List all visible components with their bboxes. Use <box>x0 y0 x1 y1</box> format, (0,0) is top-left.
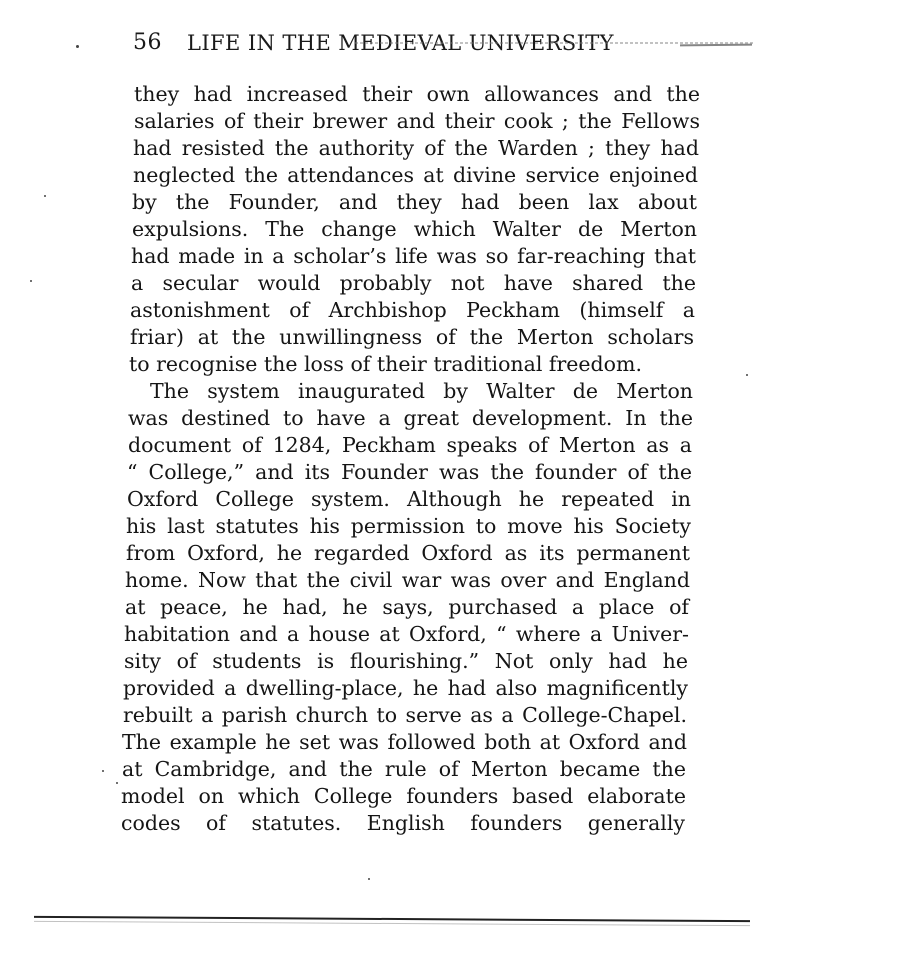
scan-speck <box>102 770 104 772</box>
header-rule <box>680 44 752 47</box>
scan-speck <box>116 782 118 784</box>
text-line: a secular would probably not have shared the <box>131 271 696 295</box>
text-line: by the Founder, and they had been lax about <box>132 190 697 214</box>
text-line: home. Now that the civil war was over and England <box>125 568 690 592</box>
text-line: astonishment of Archbishop Peckham (himself a <box>130 298 695 322</box>
text-line: at Cambridge, and the rule of Merton became the <box>122 757 686 781</box>
text-line: “ College,” and its Founder was the founder of the <box>127 460 692 484</box>
text-line: at peace, he had, he says, purchased a place of <box>125 595 689 619</box>
text-line: had resisted the authority of the Warden ; they had <box>133 136 699 160</box>
text-line: The system inaugurated by Walter de Merton <box>150 379 693 403</box>
bottom-rule-shadow <box>34 921 750 926</box>
scan-speck <box>76 45 79 48</box>
text-line: to recognise the loss of their traditional freedom. <box>129 352 642 376</box>
text-line: document of 1284, Peckham speaks of Merton as a <box>128 433 692 457</box>
text-line: had made in a scholar’s life was so far-reaching that <box>131 244 696 268</box>
scan-speck <box>44 195 46 197</box>
running-title: LIFE IN THE MEDIEVAL UNIVERSITY <box>187 31 614 55</box>
text-line: codes of statutes. English founders generally <box>121 811 685 835</box>
text-line: Oxford College system. Although he repeated in <box>127 487 691 511</box>
text-line: The example he set was followed both at Oxford and <box>122 730 687 754</box>
text-line: they had increased their own allowances and the <box>134 82 700 106</box>
text-line: provided a dwelling-place, he had also magnificently <box>123 676 688 700</box>
scan-speck <box>368 878 370 880</box>
page-number: 56 <box>133 30 162 55</box>
page-header <box>0 28 900 68</box>
text-line: neglected the attendances at divine service enjoined <box>133 163 698 187</box>
text-line: friar) at the unwillingness of the Merton scholars <box>130 325 694 349</box>
text-line: expulsions. The change which Walter de Merton <box>132 217 697 241</box>
scan-speck <box>30 280 32 282</box>
text-line: habitation and a house at Oxford, “ where a Univer- <box>124 622 689 646</box>
text-line: was destined to have a great development. In the <box>128 406 693 430</box>
text-line: his last statutes his permission to move his Society <box>126 514 691 538</box>
text-line: from Oxford, he regarded Oxford as its permanent <box>126 541 690 565</box>
text-line: salaries of their brewer and their cook ; the Fellows <box>134 109 700 133</box>
scan-speck <box>746 374 748 376</box>
text-line: rebuilt a parish church to serve as a College-Chapel. <box>123 703 687 727</box>
text-line: sity of students is flourishing.” Not only had he <box>124 649 688 673</box>
text-line: model on which College founders based elaborate <box>121 784 686 808</box>
